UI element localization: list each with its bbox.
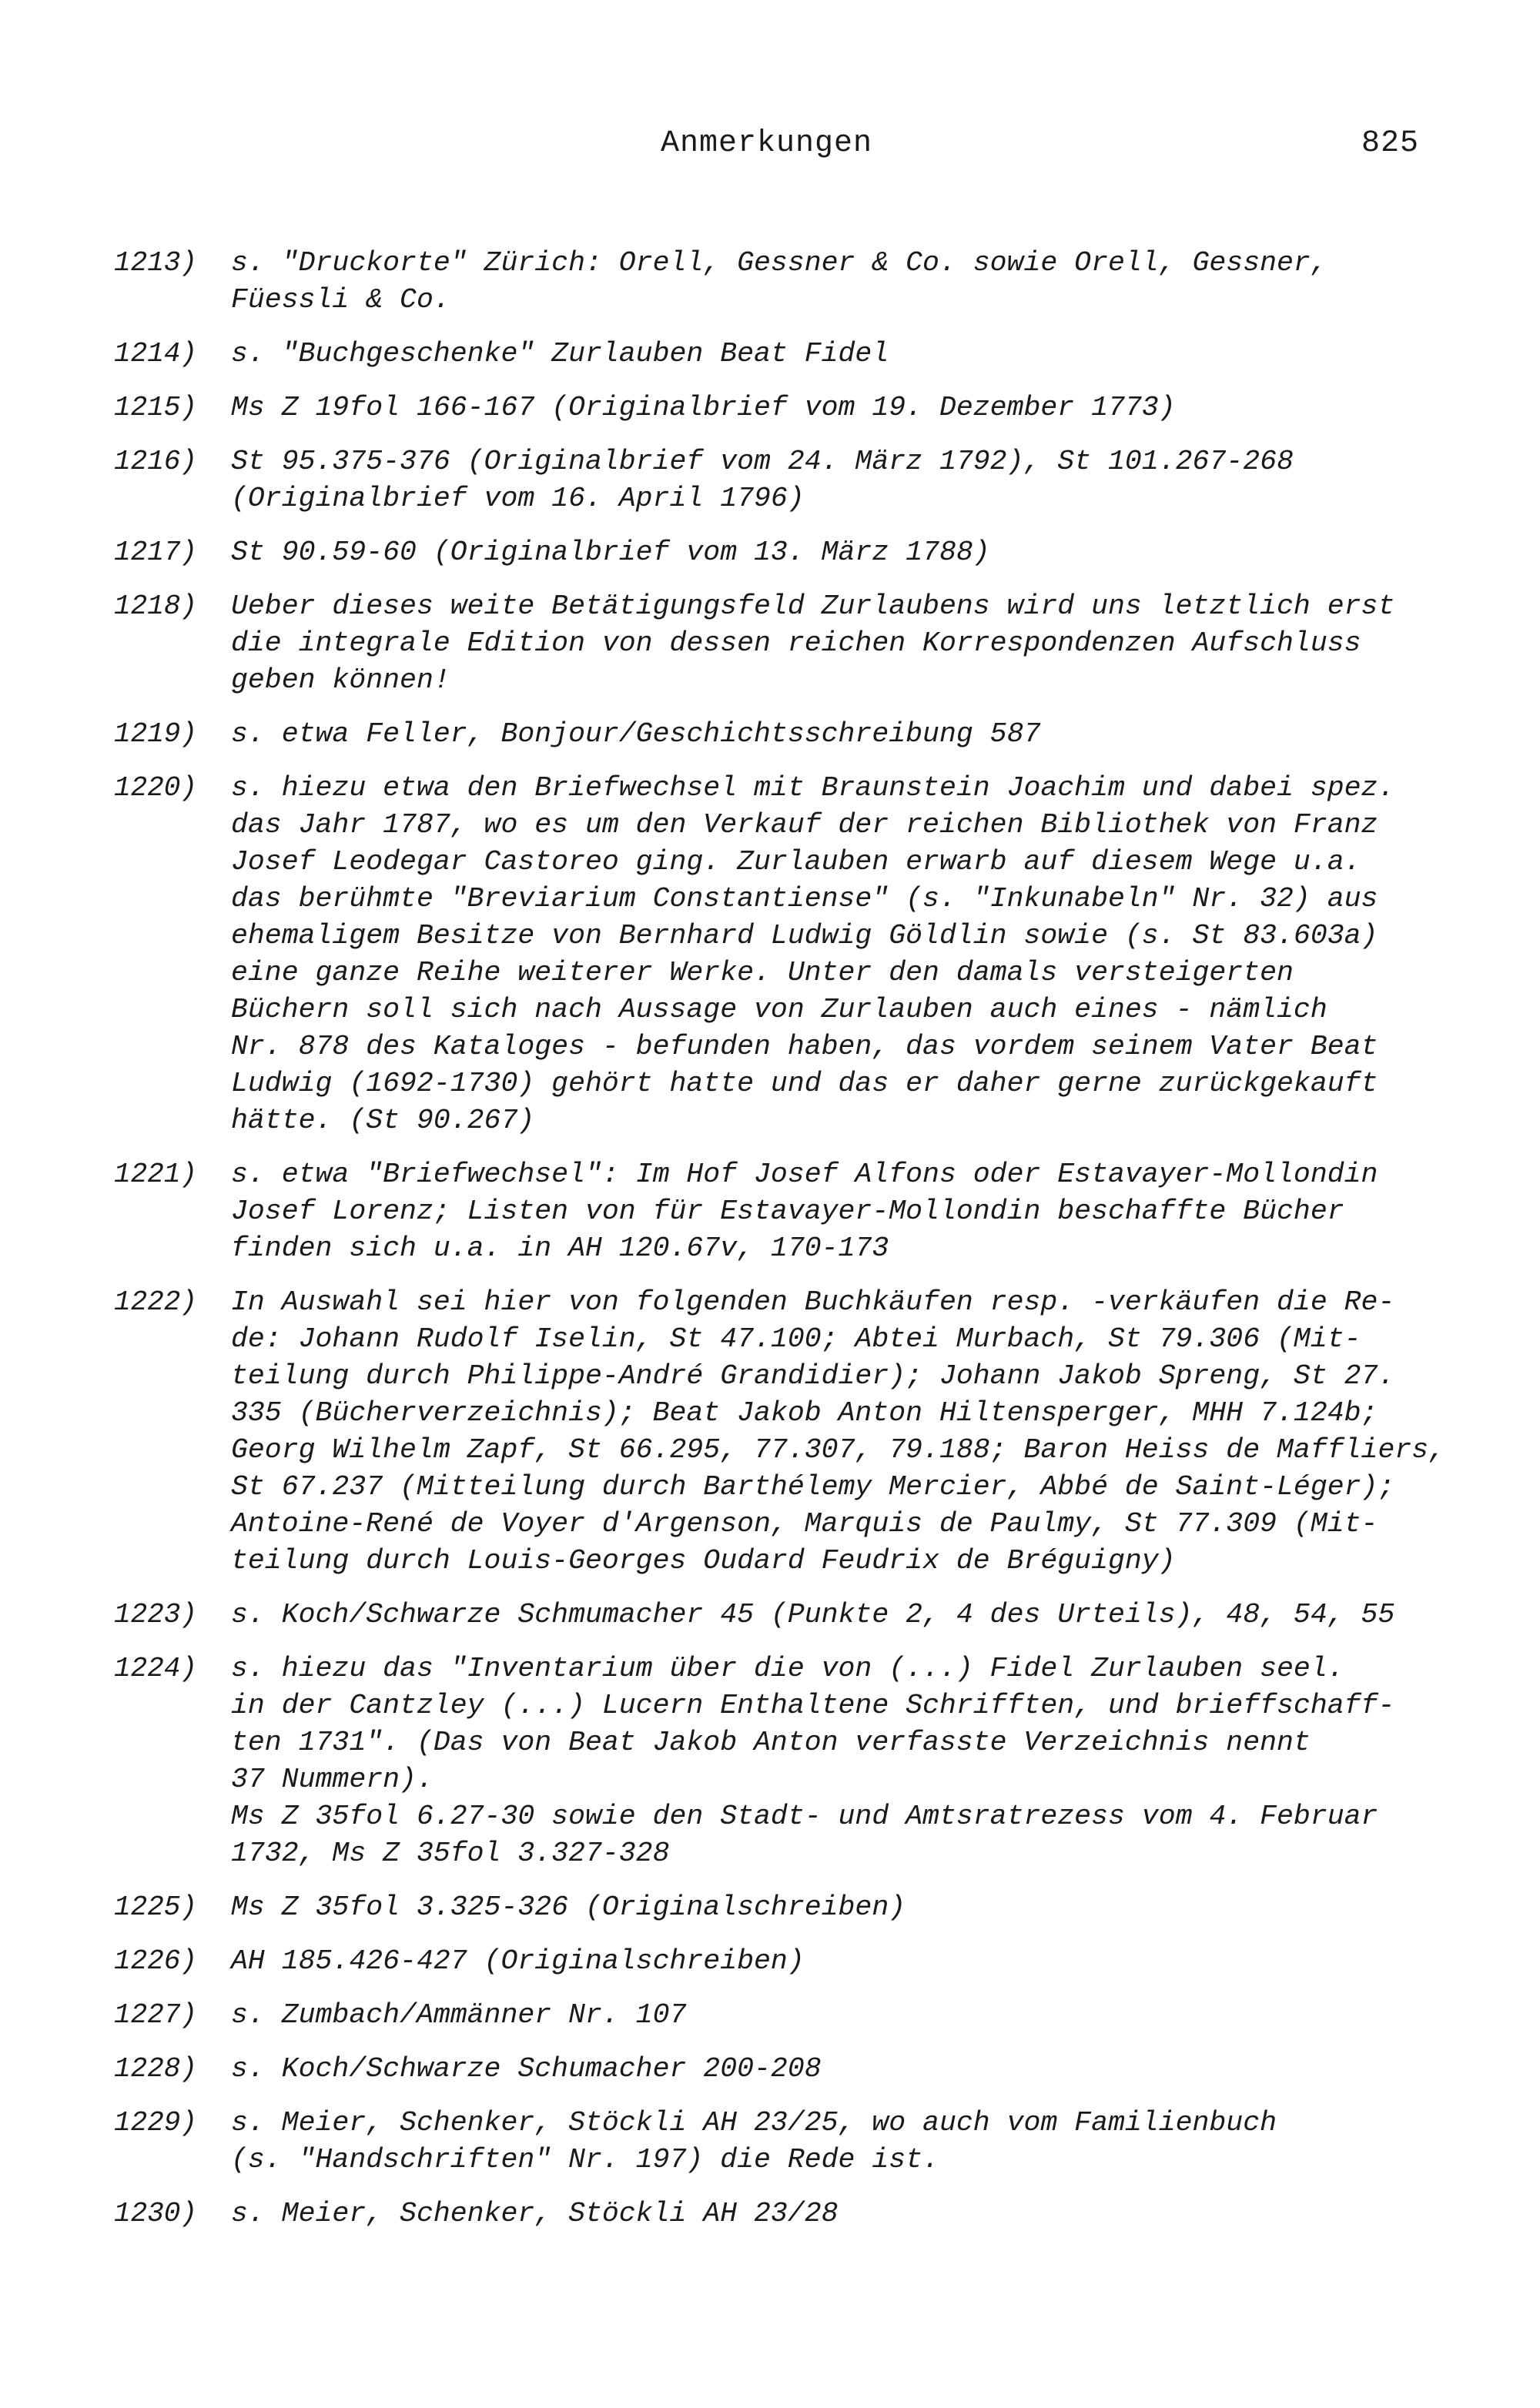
footnote bbox=[114, 1597, 1485, 1634]
footnote-line: Ms Z 35fol 3.325-326 (Originalschreiben) bbox=[231, 1891, 906, 1923]
footnote-line: (s. "Handschriften" Nr. 197) die Rede ist. bbox=[231, 2144, 939, 2176]
footnote bbox=[114, 245, 1485, 319]
footnote-line: Füessli & Co. bbox=[231, 284, 450, 316]
footnote-line: 37 Nummern). bbox=[231, 1764, 434, 1795]
footnote-text bbox=[231, 2105, 1485, 2179]
footnote-number: 1226) bbox=[114, 1945, 198, 1977]
footnote-line: 1732, Ms Z 35fol 3.327-328 bbox=[231, 1838, 670, 1869]
footnote-number: 1215) bbox=[114, 392, 198, 423]
footnote-line: St 95.375-376 (Originalbrief vom 24. März 1792), St 101.267-268 bbox=[231, 446, 1294, 477]
footnote-text bbox=[231, 716, 1485, 753]
footnote-text bbox=[231, 1284, 1485, 1580]
footnote bbox=[114, 1650, 1485, 1872]
footnote bbox=[114, 443, 1485, 517]
footnote bbox=[114, 390, 1485, 426]
footnote-number: 1227) bbox=[114, 1999, 198, 2031]
footnote-line: St 90.59-60 (Originalbrief vom 13. März 1788) bbox=[231, 537, 990, 568]
footnote-text bbox=[231, 336, 1485, 373]
footnote-line: s. Meier, Schenker, Stöckli AH 23/28 bbox=[231, 2198, 839, 2229]
footnote-text bbox=[231, 1997, 1485, 2034]
footnote-number: 1225) bbox=[114, 1891, 198, 1923]
footnote-line: das berühmte "Breviarium Constantiense" (s. "Inkunabeln" Nr. 32) aus bbox=[231, 883, 1378, 915]
footnote-number: 1222) bbox=[114, 1286, 198, 1318]
footnote-line: eine ganze Reihe weiterer Werke. Unter den damals versteigerten bbox=[231, 957, 1294, 988]
footnote-line: In Auswahl sei hier von folgenden Buchkäufen resp. -verkäufen die Re- bbox=[231, 1286, 1395, 1318]
footnote bbox=[114, 336, 1485, 373]
footnote-text bbox=[231, 588, 1485, 699]
footnote-line: s. Meier, Schenker, Stöckli AH 23/25, wo auch vom Familienbuch bbox=[231, 2107, 1277, 2139]
footnotes-list bbox=[114, 245, 1485, 2249]
footnote-line: de: Johann Rudolf Iselin, St 47.100; Abtei Murbach, St 79.306 (Mit- bbox=[231, 1323, 1361, 1355]
footnote-line: in der Cantzley (...) Lucern Enthaltene Schrifften, und brieffschaff- bbox=[231, 1690, 1395, 1721]
footnote-line: (Originalbrief vom 16. April 1796) bbox=[231, 483, 805, 514]
footnote-line: ehemaligem Besitze von Bernhard Ludwig Göldlin sowie (s. St 83.603a) bbox=[231, 920, 1378, 951]
footnote-line: 335 (Bücherverzeichnis); Beat Jakob Anton Hiltensperger, MHH 7.124b; bbox=[231, 1397, 1378, 1429]
footnote-line: das Jahr 1787, wo es um den Verkauf der reichen Bibliothek von Franz bbox=[231, 809, 1378, 841]
footnote-line: s. etwa Feller, Bonjour/Geschichtsschreibung 587 bbox=[231, 718, 1041, 750]
footnote-line: Ludwig (1692-1730) gehört hatte und das er daher gerne zurückgekauft bbox=[231, 1068, 1378, 1099]
footnote bbox=[114, 716, 1485, 753]
footnote-line: Antoine-René de Voyer d'Argenson, Marquis de Paulmy, St 77.309 (Mit- bbox=[231, 1508, 1378, 1540]
footnote-line: St 67.237 (Mitteilung durch Barthélemy Mercier, Abbé de Saint-Léger); bbox=[231, 1471, 1395, 1503]
footnote-line: Ueber dieses weite Betätigungsfeld Zurlaubens wird uns letztlich erst bbox=[231, 590, 1395, 622]
footnote-line: AH 185.426-427 (Originalschreiben) bbox=[231, 1945, 805, 1977]
footnote-number: 1217) bbox=[114, 537, 198, 568]
footnote-number: 1228) bbox=[114, 2053, 198, 2085]
footnote-text bbox=[231, 2196, 1485, 2232]
footnote-line: teilung durch Philippe-André Grandidier); Johann Jakob Spreng, St 27. bbox=[231, 1360, 1395, 1392]
footnote-text bbox=[231, 390, 1485, 426]
footnote-number: 1214) bbox=[114, 338, 198, 370]
page-header bbox=[0, 126, 1540, 172]
footnote-text bbox=[231, 1597, 1485, 1634]
footnote bbox=[114, 1156, 1485, 1267]
footnote-line: Büchern soll sich nach Aussage von Zurlauben auch eines - nämlich bbox=[231, 994, 1327, 1025]
footnote bbox=[114, 534, 1485, 571]
page-number: 825 bbox=[1361, 126, 1420, 161]
footnote-line: s. Koch/Schwarze Schmumacher 45 (Punkte 2, 4 des Urteils), 48, 54, 55 bbox=[231, 1599, 1395, 1630]
footnote-line: Georg Wilhelm Zapf, St 66.295, 77.307, 79.188; Baron Heiss de Maffliers, bbox=[231, 1434, 1446, 1466]
footnote-number: 1220) bbox=[114, 772, 198, 804]
footnote bbox=[114, 2051, 1485, 2088]
footnote-line: s. "Druckorte" Zürich: Orell, Gessner & Co. sowie Orell, Gessner, bbox=[231, 247, 1327, 279]
footnote-text bbox=[231, 245, 1485, 319]
footnote-number: 1223) bbox=[114, 1599, 198, 1630]
footnote bbox=[114, 1943, 1485, 1980]
footnote-line: die integrale Edition von dessen reichen Korrespondenzen Aufschluss bbox=[231, 627, 1361, 659]
footnote-line: s. "Buchgeschenke" Zurlauben Beat Fidel bbox=[231, 338, 889, 370]
footnote-text bbox=[231, 1943, 1485, 1980]
footnote-line: Ms Z 19fol 166-167 (Originalbrief vom 19. Dezember 1773) bbox=[231, 392, 1176, 423]
footnote-text bbox=[231, 1650, 1485, 1872]
footnote-line: s. hiezu etwa den Briefwechsel mit Braunstein Joachim und dabei spez. bbox=[231, 772, 1395, 804]
footnote-number: 1221) bbox=[114, 1159, 198, 1190]
footnote-line: Ms Z 35fol 6.27-30 sowie den Stadt- und Amtsratrezess vom 4. Februar bbox=[231, 1801, 1378, 1832]
footnote-line: finden sich u.a. in AH 120.67v, 170-173 bbox=[231, 1232, 889, 1264]
footnote-text bbox=[231, 2051, 1485, 2088]
footnote-number: 1230) bbox=[114, 2198, 198, 2229]
footnote bbox=[114, 2196, 1485, 2232]
footnote bbox=[114, 2105, 1485, 2179]
footnote-line: Josef Lorenz; Listen von für Estavayer-Mollondin beschaffte Bücher bbox=[231, 1196, 1344, 1227]
footnote-line: s. Zumbach/Ammänner Nr. 107 bbox=[231, 1999, 687, 2031]
footnote-line: s. Koch/Schwarze Schumacher 200-208 bbox=[231, 2053, 822, 2085]
footnote-number: 1218) bbox=[114, 590, 198, 622]
footnote-line: teilung durch Louis-Georges Oudard Feudrix de Bréguigny) bbox=[231, 1545, 1176, 1577]
footnote bbox=[114, 1889, 1485, 1926]
footnote bbox=[114, 1997, 1485, 2034]
footnote-number: 1224) bbox=[114, 1653, 198, 1684]
footnote-text bbox=[231, 1156, 1485, 1267]
footnote-line: s. hiezu das "Inventarium über die von (...) Fidel Zurlauben seel. bbox=[231, 1653, 1344, 1684]
footnote-number: 1216) bbox=[114, 446, 198, 477]
footnote bbox=[114, 770, 1485, 1139]
footnote bbox=[114, 588, 1485, 699]
page-title: Anmerkungen bbox=[661, 126, 873, 161]
footnote-line: Nr. 878 des Kataloges - befunden haben, das vordem seinem Vater Beat bbox=[231, 1031, 1378, 1062]
footnote-number: 1213) bbox=[114, 247, 198, 279]
footnote-text bbox=[231, 1889, 1485, 1926]
footnote-line: Josef Leodegar Castoreo ging. Zurlauben erwarb auf diesem Wege u.a. bbox=[231, 846, 1361, 878]
footnote bbox=[114, 1284, 1485, 1580]
footnote-number: 1229) bbox=[114, 2107, 198, 2139]
footnote-number: 1219) bbox=[114, 718, 198, 750]
footnote-line: ten 1731". (Das von Beat Jakob Anton verfasste Verzeichnis nennt bbox=[231, 1727, 1311, 1758]
footnote-text bbox=[231, 443, 1485, 517]
footnote-line: hätte. (St 90.267) bbox=[231, 1105, 535, 1136]
footnote-text bbox=[231, 770, 1485, 1139]
footnote-text bbox=[231, 534, 1485, 571]
footnote-line: s. etwa "Briefwechsel": Im Hof Josef Alfons oder Estavayer-Mollondin bbox=[231, 1159, 1378, 1190]
footnote-line: geben können! bbox=[231, 664, 450, 696]
